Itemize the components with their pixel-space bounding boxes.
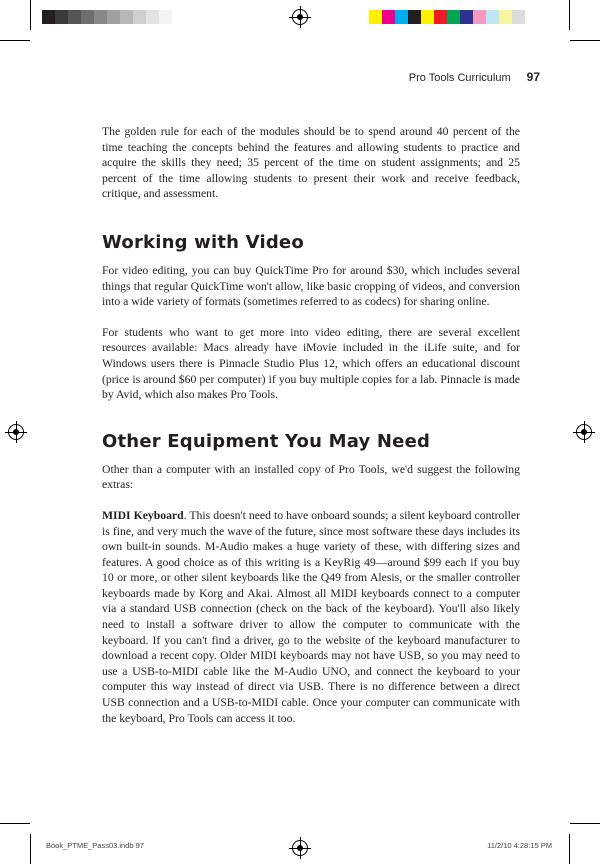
registration-mark-icon	[292, 840, 308, 856]
crop-mark	[0, 823, 30, 824]
color-swatch	[369, 10, 382, 24]
grayscale-color-bar	[42, 10, 172, 24]
color-swatch	[447, 10, 460, 24]
gray-swatch	[159, 10, 172, 24]
color-swatch	[486, 10, 499, 24]
crop-mark	[569, 0, 570, 30]
paragraph-equipment-intro: Other than a computer with an installed copy of Pro Tools, we'd suggest the following extras:	[102, 462, 520, 492]
crop-mark	[570, 40, 600, 41]
gray-swatch	[42, 10, 55, 24]
cmyk-color-bar	[369, 10, 525, 24]
heading-other-equipment: Other Equipment You May Need	[102, 430, 431, 452]
gray-swatch	[107, 10, 120, 24]
paragraph-midi-keyboard	[102, 508, 520, 726]
crop-mark	[570, 823, 600, 824]
gray-swatch	[120, 10, 133, 24]
crop-mark	[0, 40, 30, 41]
color-swatch	[460, 10, 473, 24]
color-swatch	[499, 10, 512, 24]
midi-keyboard-runin: MIDI Keyboard	[102, 508, 184, 522]
color-swatch	[512, 10, 525, 24]
gray-swatch	[55, 10, 68, 24]
heading-working-with-video: Working with Video	[102, 231, 304, 253]
color-swatch	[395, 10, 408, 24]
registration-mark-icon	[8, 424, 24, 440]
paragraph-video-editing: For video editing, you can buy QuickTime Pro for around $30, which includes several things that regular QuickTime won't allow, like basic cropping of videos, and conversion into a wide variety of formats (sometimes referred to as codecs) for sharing online.	[102, 263, 520, 309]
page-body	[102, 124, 520, 726]
gray-swatch	[146, 10, 159, 24]
paragraph-video-resources: For students who want to get more into video editing, there are several excellent resources available: Macs already have iMovie included in the iLife suite, and for Windows users there is Pinnacle Studio Plus 12, which offers an educational discount (price is around $60 per computer) if you buy multiple copies for a lab. Pinnacle is made by Avid, which also makes Pro Tools.	[102, 325, 520, 402]
running-head	[409, 70, 540, 84]
gray-swatch	[94, 10, 107, 24]
registration-mark-icon	[292, 9, 308, 25]
gray-swatch	[81, 10, 94, 24]
footer-timestamp: 11/2/10 4:28:15 PM	[487, 841, 552, 850]
crop-mark	[569, 834, 570, 864]
midi-keyboard-text: . This doesn't need to have onboard sounds; a silent keyboard controller is fine, and very much the wave of the future, since most software these days includes its own built-in sounds. M-Audio makes a huge variety of these, with differing sizes and features. A good choice as of this writing is a KeyRig 49—around $99 each if you buy 10 or more, or other silent keyboards like the Q49 from Alesis, or the smaller controller keyboards made by Korg and Akai. Almost all MIDI keyboards connect to a computer via a standard USB connection (check on the back of the keyboard). You'll also likely need to install a software driver to allow the computer to communicate with the keyboard. If you can't find a driver, go to the website of the keyboard manufacturer to download a recent copy. Older MIDI keyboards may not have USB, so you may need to use a USB-to-MIDI cable like the M-Audio UNO, and connect the keyboard to your computer this way instead of direct via USB. There is no difference between a direct USB connection and a USB-to-MIDI cable. Once your computer can communicate with the keyboard, Pro Tools can access it too.	[102, 508, 520, 725]
crop-mark	[30, 0, 31, 30]
color-swatch	[421, 10, 434, 24]
footer-file-slug: Book_PTME_Pass03.indb 97	[46, 841, 144, 850]
paragraph-golden-rule: The golden rule for each of the modules should be to spend around 40 percent of the time teaching the concepts behind the features and allowing students to practice and acquire the skills they need; 35 percent of the time on student assignments; and 25 percent of the time allowing students to present their work and receive feedback, critique, and assessment.	[102, 125, 520, 201]
running-title: Pro Tools Curriculum	[408, 72, 511, 84]
page-number: 97	[526, 70, 540, 84]
gray-swatch	[133, 10, 146, 24]
color-swatch	[473, 10, 486, 24]
color-swatch	[408, 10, 421, 24]
crop-mark	[30, 834, 31, 864]
color-swatch	[382, 10, 395, 24]
color-swatch	[434, 10, 447, 24]
registration-mark-icon	[576, 424, 592, 440]
gray-swatch	[68, 10, 81, 24]
